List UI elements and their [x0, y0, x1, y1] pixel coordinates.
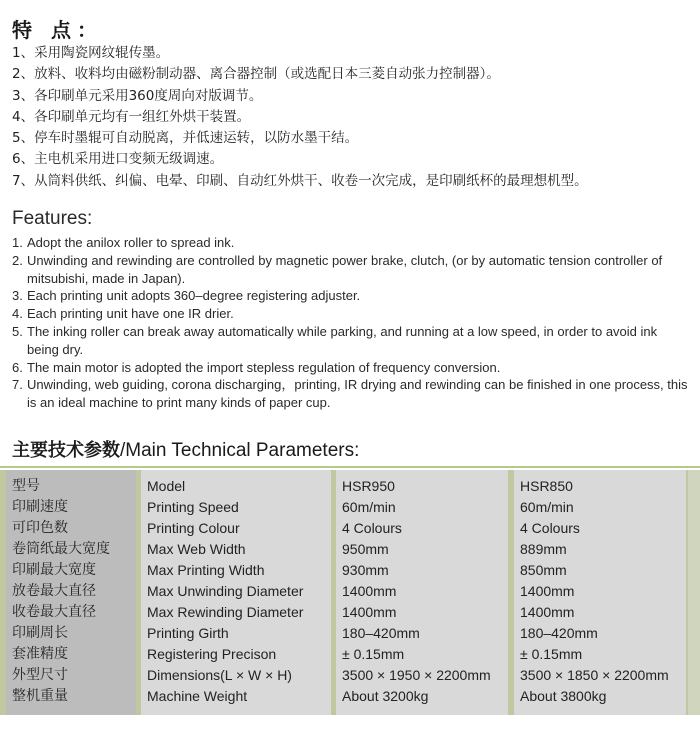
param-value: 60m/min: [520, 499, 574, 515]
item-number: 1.: [12, 235, 23, 250]
params-title: [12, 436, 359, 462]
param-value: 1400mm: [520, 604, 575, 620]
param-value: 60m/min: [342, 499, 396, 515]
features-cn-item: 7、从筒料供纸、纠偏、电晕、印刷、自动红外烘干、收卷一次完成，是印刷纸杯的最理想机型。: [12, 172, 588, 189]
param-label-cn: 型号: [12, 478, 40, 494]
section-divider: [0, 466, 700, 468]
param-value: 3500 × 1950 × 2200mm: [342, 667, 491, 683]
params-title-en: Main Technical Parameters:: [125, 440, 360, 461]
features-en-list: [12, 234, 692, 412]
features-en-item: [12, 287, 692, 305]
labels-en-column: [141, 470, 331, 715]
param-value: 950mm: [342, 541, 389, 557]
param-label-en: Machine Weight: [147, 688, 248, 704]
param-label-cn: 卷筒纸最大宽度: [12, 541, 110, 557]
item-number: 4.: [12, 306, 23, 322]
param-value: 1400mm: [342, 583, 397, 599]
param-label-en: Model: [147, 478, 186, 494]
param-value: ± 0.15mm: [520, 646, 583, 662]
param-value: About 3800kg: [520, 688, 607, 704]
features-cn-item: 1、采用陶瓷网纹辊传墨。: [12, 45, 170, 61]
param-label-en: Printing Girth: [147, 625, 229, 641]
item-text: Each printing unit adopts 360–degree registering adjuster.: [27, 288, 361, 304]
param-value: 3500 × 1850 × 2200mm: [520, 667, 669, 683]
param-value: HSR950: [342, 478, 395, 494]
features-cn-title: 特 点：: [12, 18, 103, 42]
item-number: 6.: [12, 359, 23, 375]
param-value: HSR850: [520, 478, 573, 494]
features-en-item: [12, 376, 692, 412]
features-cn-item: 5、停车时墨辊可自动脱离，并低速运转，以防水墨干结。: [12, 130, 359, 147]
item-text: Adopt the anilox roller to spread ink.: [27, 235, 235, 250]
param-label-cn: 收卷最大直径: [12, 604, 96, 620]
param-value: 1400mm: [520, 583, 575, 599]
param-label-en: Registering Precison: [147, 646, 277, 662]
param-label-cn: 套准精度: [12, 646, 68, 662]
param-label-cn: 整机重量: [12, 688, 68, 704]
param-label-cn: 可印色数: [12, 520, 68, 536]
param-label-en: Max Printing Width: [147, 562, 265, 578]
param-label-cn: 外型尺寸: [12, 667, 68, 683]
features-cn-list: [12, 43, 588, 192]
features-en-item: [12, 323, 692, 359]
item-text: Unwinding, web guiding, corona discharging，printing, IR drying and rewinding can be finished in one process, this is an ideal machine to print many kinds of paper cup.: [27, 377, 688, 411]
features-cn-item: 3、各印刷单元采用360度周向对版调节。: [12, 87, 263, 104]
param-value: 4 Colours: [520, 520, 580, 536]
param-label-en: Dimensions(L × W × H): [147, 667, 292, 683]
param-label-cn: 印刷最大宽度: [12, 562, 96, 578]
item-text: The main motor is adopted the import stepless regulation of frequency conversion.: [27, 359, 501, 375]
param-label-en: Printing Speed: [147, 499, 239, 515]
features-en-item: [12, 305, 692, 323]
param-label-cn: 印刷周长: [12, 625, 68, 641]
features-cn-item: 4、各印刷单元均有一组红外烘干装置。: [12, 108, 251, 125]
item-number: 2.: [12, 252, 23, 268]
param-value: 930mm: [342, 562, 389, 578]
params-title-cn: 主要技术参数: [12, 440, 120, 461]
param-value: 180–420mm: [520, 625, 598, 641]
param-label-cn: 放卷最大直径: [12, 583, 96, 599]
params-title-sep: /: [120, 440, 126, 461]
hsr850-column: [514, 470, 686, 715]
item-text: Each printing unit have one IR drier.: [27, 306, 234, 322]
features-en-title: Features:: [12, 208, 93, 229]
item-number: 7.: [12, 377, 23, 393]
param-label-en: Max Web Width: [147, 541, 246, 557]
param-label-en: Max Rewinding Diameter: [147, 604, 304, 620]
params-table: [0, 470, 700, 715]
labels-cn-column: [6, 470, 136, 715]
item-text: The inking roller can break away automatically while parking, and running at a low speed, in order to avoid ink being dry.: [27, 323, 658, 357]
features-en-item: [12, 359, 692, 377]
param-value: 180–420mm: [342, 625, 420, 641]
param-label-cn: 印刷速度: [12, 499, 68, 515]
param-label-en: Max Unwinding Diameter: [147, 583, 304, 599]
features-cn-item: 2、放料、收料均由磁粉制动器、离合器控制（或选配日本三菱自动张力控制器）。: [12, 66, 500, 83]
item-number: 5.: [12, 323, 23, 339]
table-edge: [688, 470, 700, 715]
param-value: 4 Colours: [342, 520, 402, 536]
param-value: ± 0.15mm: [342, 646, 405, 662]
features-cn-item: 6、主电机采用进口变频无级调速。: [12, 151, 224, 168]
param-value: 889mm: [520, 541, 567, 557]
item-text: Unwinding and rewinding are controlled by magnetic power brake, clutch, (or by automatic tension controller of mitsubishi, made in Japan).: [27, 252, 663, 286]
hsr950-column: [336, 470, 508, 715]
param-value: 850mm: [520, 562, 567, 578]
param-value: About 3200kg: [342, 688, 429, 704]
param-label-en: Printing Colour: [147, 520, 240, 536]
param-value: 1400mm: [342, 604, 397, 620]
features-en-item: [12, 252, 692, 288]
features-en-item: [12, 234, 692, 252]
item-number: 3.: [12, 288, 23, 304]
